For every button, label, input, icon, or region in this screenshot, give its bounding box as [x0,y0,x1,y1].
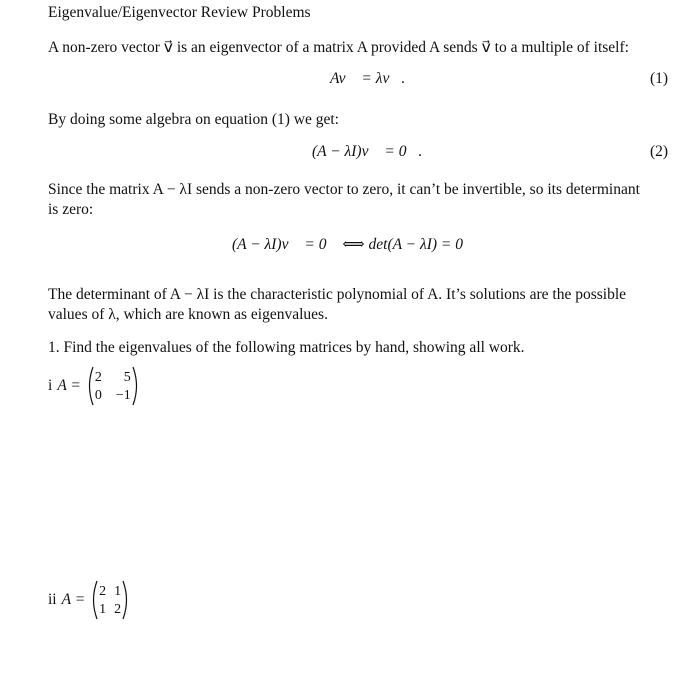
equation-3: (A − λI)v⃗ = 0⃗ ⟺ det(A − λI) = 0 [232,236,464,253]
part-i [48,366,141,406]
char-poly-text-line-1: The determinant of A − λI is the characteristic polynomial of A. It’s solutions are the possible [48,286,627,303]
matrix-cell: 1 [99,601,107,617]
left-paren-icon [85,366,95,406]
intro-text: A non-zero vector v⃗ is an eigenvector of a matrix A provided A sends v⃗ to a multiple of itself: [48,39,629,56]
part-i-matrix [95,369,131,404]
part-ii-label: ii [48,591,57,608]
matrix-cell: −1 [115,387,131,403]
left-paren-icon [89,580,99,620]
part-ii [48,580,131,620]
matrix-cell: 2 [94,369,102,385]
part-i-lhs: A = [57,377,81,394]
char-poly-text-line-2: values of λ, which are known as eigenvalues. [48,306,328,323]
page-title: Eigenvalue/Eigenvector Review Problems [48,4,311,21]
matrix-cell: 5 [123,369,131,385]
part-ii-matrix [99,583,121,618]
equation-2-number: (2) [650,143,669,160]
right-paren-icon [131,366,141,406]
problem-1-statement: 1. Find the eigenvalues of the following matrices by hand, showing all work. [48,339,525,356]
part-i-label: i [48,377,53,394]
right-paren-icon [121,580,131,620]
matrix-cell: 1 [114,583,122,599]
invertible-text-line-1: Since the matrix A − λI sends a non-zero vector to zero, it can’t be invertible, so its determinant [48,181,640,198]
matrix-cell: 2 [99,583,107,599]
equation-1-number: (1) [650,70,669,87]
part-ii-lhs: A = [61,591,86,608]
equation-2: (A − λI)v⃗ = 0⃗. [312,143,423,160]
algebra-text: By doing some algebra on equation (1) we get: [48,111,339,128]
matrix-cell: 0 [94,387,102,403]
invertible-text-line-2: is zero: [48,201,94,218]
equation-1: Av⃗ = λv⃗. [330,70,406,87]
matrix-cell: 2 [114,601,122,617]
